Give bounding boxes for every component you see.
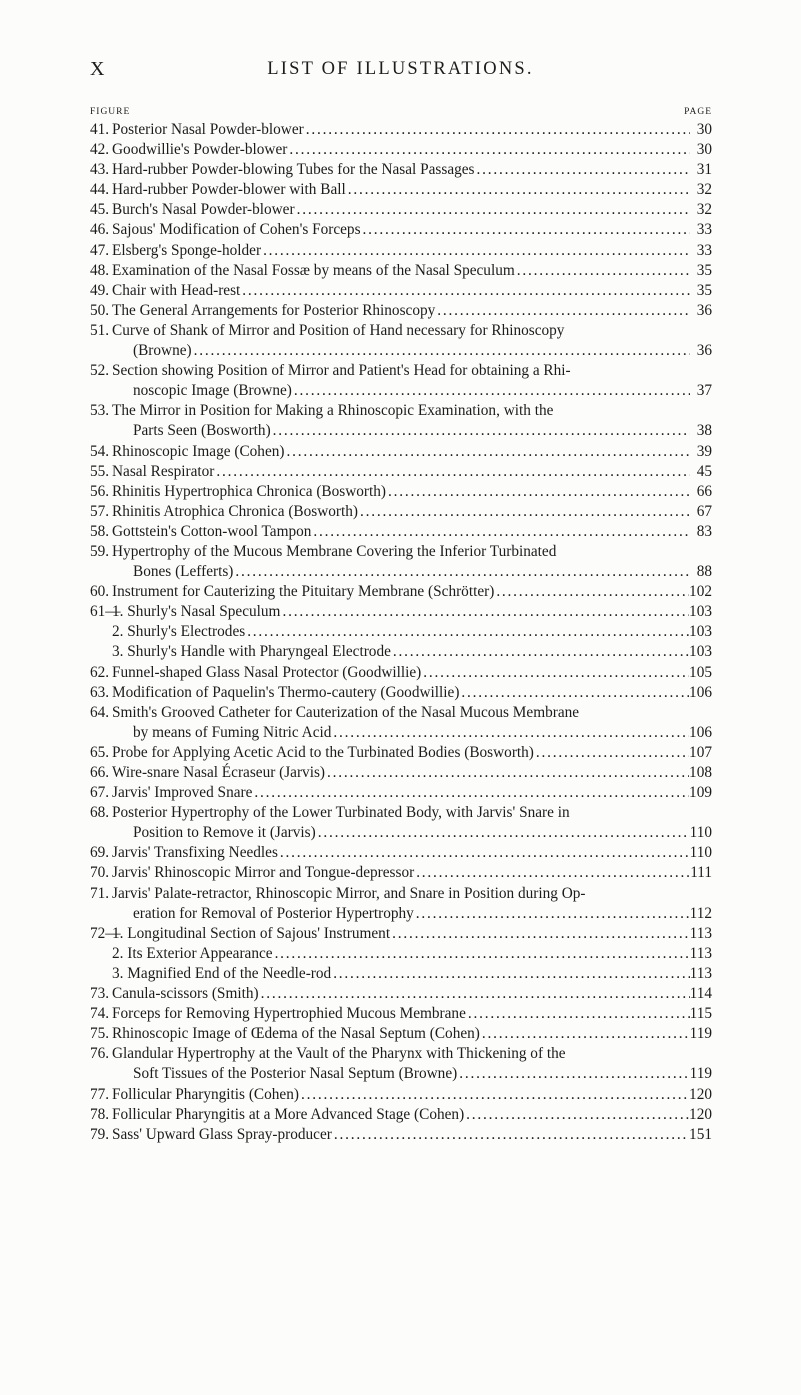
figure-caption: Hypertrophy of the Mucous Membrane Covering the Inferior Turbinated [112, 542, 557, 560]
leader-dots [280, 602, 689, 622]
entry-text-line [133, 1064, 712, 1084]
figure-caption: Hard-rubber Powder-blowing Tubes for the Nasal Passages [112, 161, 475, 179]
figure-caption: noscopic Image (Browne) [133, 382, 292, 400]
entry-text-line [112, 924, 712, 944]
leader-dots [331, 964, 689, 984]
entry-text-line [112, 140, 712, 160]
page-ref: 109 [689, 784, 712, 802]
entry-text-line [133, 421, 712, 441]
leader-dots [390, 924, 690, 944]
leader-dots [304, 120, 690, 140]
figure-number: 49. [90, 281, 110, 299]
figure-column-heading: FIGURE [90, 107, 131, 117]
figure-caption: Position to Remove it (Jarvis) [133, 824, 316, 842]
figure-caption: Posterior Hypertrophy of the Lower Turbinated Body, with Jarvis' Snare in [112, 804, 570, 822]
list-item [90, 884, 712, 904]
leader-dots [515, 261, 690, 281]
entry-text-line [112, 1125, 712, 1145]
entry-text-line [112, 843, 712, 863]
page-header [0, 58, 801, 84]
list-item [90, 482, 712, 502]
page-ref: 105 [689, 663, 712, 681]
entry-text-line [112, 442, 712, 462]
page-ref: 103 [689, 623, 712, 641]
page-ref: 66 [696, 482, 712, 500]
figure-number: 43. [90, 161, 110, 179]
entry-text-line [133, 381, 712, 401]
figure-caption: Probe for Applying Acetic Acid to the Turbinated Bodies (Bosworth) [112, 743, 534, 761]
list-item [90, 803, 712, 823]
leader-dots [271, 421, 690, 441]
entry-text-line [112, 281, 712, 301]
figure-number: 62. [90, 663, 110, 681]
list-item [90, 723, 712, 743]
figure-number: 45. [90, 201, 110, 219]
illustration-list [90, 120, 712, 1145]
figure-caption: Rhinoscopic Image of Œdema of the Nasal Septum (Cohen) [112, 1025, 480, 1043]
list-item [90, 1004, 712, 1024]
entry-text-line [112, 1024, 712, 1044]
page-ref: 120 [689, 1105, 712, 1123]
list-item [90, 160, 712, 180]
leader-dots [391, 642, 689, 662]
figure-number: 47. [90, 241, 110, 259]
figure-number: 79. [90, 1125, 110, 1143]
list-item [90, 904, 712, 924]
list-item [90, 381, 712, 401]
page-ref: 30 [696, 121, 712, 138]
entry-text-line [112, 261, 712, 281]
figure-caption: Wire-snare Nasal Écraseur (Jarvis) [112, 764, 326, 781]
page-ref: 110 [689, 844, 712, 862]
list-item [90, 763, 712, 783]
figure-caption: Posterior Nasal Powder-blower [112, 121, 304, 138]
figure-caption: Jarvis' Rhinoscopic Mirror and Tongue-depressor [112, 864, 415, 882]
page-ref: 38 [696, 422, 712, 440]
figure-number: 72— [90, 924, 121, 942]
entry-text-line [112, 120, 712, 140]
figure-caption: 1. Longitudinal Section of Sajous' Instrument [112, 924, 391, 942]
entry-text-line [112, 160, 712, 180]
list-item [90, 421, 712, 441]
page-ref: 33 [696, 221, 712, 239]
entry-text-line [112, 703, 712, 723]
list-item [90, 542, 712, 562]
figure-number: 73. [90, 985, 110, 1003]
leader-dots [480, 1024, 690, 1044]
page-ref: 115 [689, 1005, 712, 1023]
leader-dots [459, 683, 689, 703]
leader-dots [414, 863, 690, 883]
figure-caption: Parts Seen (Bosworth) [133, 422, 271, 440]
list-item [90, 944, 712, 964]
entry-text-line [112, 984, 712, 1004]
list-item [90, 683, 712, 703]
leader-dots [287, 140, 690, 160]
page-ref: 113 [689, 944, 712, 962]
figure-caption: Elsberg's Sponge-holder [112, 241, 262, 259]
entry-text-line [112, 321, 712, 341]
list-item [90, 442, 712, 462]
figure-number: 54. [90, 442, 110, 460]
page-ref: 37 [696, 382, 712, 400]
page-ref: 107 [689, 743, 712, 761]
figure-number: 76. [90, 1045, 110, 1063]
entry-text-line [133, 562, 712, 582]
figure-number: 77. [90, 1085, 110, 1103]
list-item [90, 301, 712, 321]
page-ref: 45 [696, 462, 712, 480]
figure-caption: Follicular Pharyngitis at a More Advanced Stage (Cohen) [112, 1105, 465, 1123]
list-item [90, 703, 712, 723]
figure-caption: (Browne) [133, 342, 192, 360]
figure-number: 75. [90, 1025, 110, 1043]
entry-text-line [112, 1004, 712, 1024]
page-ref: 67 [696, 502, 712, 520]
page-ref: 36 [696, 301, 712, 319]
figure-number: 55. [90, 462, 110, 480]
entry-text-line [112, 944, 712, 964]
page-ref: 151 [689, 1125, 712, 1143]
page-ref: 108 [689, 764, 712, 781]
page-ref: 39 [696, 442, 712, 460]
entry-text-line [112, 743, 712, 763]
leader-dots [299, 1085, 689, 1105]
list-item [90, 502, 712, 522]
figure-number: 59. [90, 542, 110, 560]
leader-dots [457, 1064, 689, 1084]
leader-dots [346, 180, 690, 200]
figure-caption: Follicular Pharyngitis (Cohen) [112, 1085, 299, 1103]
figure-caption: by means of Fuming Nitric Acid [133, 723, 332, 741]
figure-caption: eration for Removal of Posterior Hypertrophy [133, 904, 414, 922]
entry-text-line [133, 904, 712, 924]
figure-number: 70. [90, 864, 110, 882]
entry-text-line [112, 863, 712, 883]
leader-dots [332, 1125, 689, 1145]
leader-dots [435, 301, 690, 321]
figure-caption: 3. Shurly's Handle with Pharyngeal Electrode [112, 643, 391, 661]
list-item [90, 200, 712, 220]
figure-number: 78. [90, 1105, 110, 1123]
figure-number: 67. [90, 784, 110, 802]
list-item [90, 924, 712, 944]
list-item [90, 663, 712, 683]
leader-dots [284, 442, 690, 462]
leader-dots [361, 220, 690, 240]
leader-dots [466, 1004, 690, 1024]
list-item [90, 140, 712, 160]
figure-number: 48. [90, 261, 110, 279]
figure-number: 58. [90, 522, 110, 540]
page-ref: 103 [689, 643, 712, 661]
figure-number: 65. [90, 743, 110, 761]
entry-text-line [112, 582, 712, 602]
page-ref: 30 [696, 141, 712, 159]
figure-number: 71. [90, 884, 110, 902]
leader-dots [240, 281, 690, 301]
leader-dots [316, 823, 690, 843]
list-item [90, 241, 712, 261]
entry-text-line [133, 341, 712, 361]
entry-text-line [133, 823, 712, 843]
figure-number: 56. [90, 482, 110, 500]
figure-caption: Hard-rubber Powder-blower with Ball [112, 181, 346, 199]
figure-number: 60. [90, 583, 110, 601]
figure-caption: 1. Shurly's Nasal Speculum [112, 603, 281, 621]
figure-number: 69. [90, 844, 110, 862]
page-ref: 36 [696, 342, 712, 360]
figure-number: 61— [90, 603, 121, 621]
leader-dots [245, 622, 689, 642]
entry-text-line [112, 502, 712, 522]
entry-text-line [112, 482, 712, 502]
leader-dots [278, 843, 690, 863]
figure-caption: 2. Shurly's Electrodes [112, 623, 246, 641]
page-ref: 32 [696, 181, 712, 199]
leader-dots [414, 904, 690, 924]
leader-dots [214, 462, 690, 482]
entry-text-line [112, 1085, 712, 1105]
list-item [90, 341, 712, 361]
page-ref: 88 [696, 563, 712, 581]
list-item [90, 1085, 712, 1105]
figure-caption: Burch's Nasal Powder-blower [112, 201, 295, 219]
figure-caption: Soft Tissues of the Posterior Nasal Septum (Browne) [133, 1065, 458, 1083]
page-ref: 113 [689, 964, 712, 982]
figure-caption: Gottstein's Cotton-wool Tampon [112, 522, 312, 540]
page-ref: 102 [689, 583, 712, 601]
page-ref: 103 [689, 603, 712, 621]
leader-dots [464, 1105, 689, 1125]
leader-dots [421, 663, 689, 683]
figure-number: 46. [90, 221, 110, 239]
figure-caption: Nasal Respirator [112, 462, 215, 480]
list-item [90, 823, 712, 843]
column-headings [90, 107, 712, 121]
leader-dots [311, 522, 690, 542]
list-item [90, 984, 712, 1004]
figure-caption: Instrument for Cauterizing the Pituitary Membrane (Schrötter) [112, 583, 495, 601]
leader-dots [273, 944, 690, 964]
entry-text-line [112, 683, 712, 703]
page-ref: 113 [689, 924, 712, 942]
leader-dots [494, 582, 689, 602]
figure-caption: The Mirror in Position for Making a Rhinoscopic Examination, with the [112, 402, 554, 420]
entry-text-line [112, 1105, 712, 1125]
leader-dots [259, 984, 690, 1004]
figure-caption: Jarvis' Transfixing Needles [112, 844, 278, 862]
page-title: LIST OF ILLUSTRATIONS. [267, 59, 534, 79]
figure-number: 53. [90, 402, 110, 420]
page-ref: 33 [696, 241, 712, 259]
list-item [90, 462, 712, 482]
figure-caption: Sajous' Modification of Cohen's Forceps [112, 221, 361, 239]
figure-caption: Canula-scissors (Smith) [112, 985, 259, 1003]
page-ref: 111 [690, 864, 712, 882]
list-item [90, 602, 712, 622]
leader-dots [252, 783, 689, 803]
page-ref: 31 [696, 161, 712, 179]
figure-caption: Goodwillie's Powder-blower [112, 141, 288, 159]
figure-caption: 2. Its Exterior Appearance [112, 944, 273, 962]
entry-text-line [112, 200, 712, 220]
leader-dots [325, 763, 689, 783]
list-item [90, 1064, 712, 1084]
entry-text-line [112, 622, 712, 642]
list-item [90, 863, 712, 883]
page-ref: 112 [689, 904, 712, 922]
page-ref: 114 [689, 985, 712, 1003]
leader-dots [386, 482, 690, 502]
leader-dots [358, 502, 690, 522]
entry-text-line [112, 180, 712, 200]
list-item [90, 1024, 712, 1044]
figure-number: 42. [90, 141, 110, 159]
page-ref: 83 [696, 522, 712, 540]
figure-caption: Examination of the Nasal Fossæ by means of the Nasal Speculum [112, 261, 515, 279]
leader-dots [192, 341, 690, 361]
figure-caption: The General Arrangements for Posterior Rhinoscopy [112, 301, 436, 319]
entry-text-line [112, 361, 712, 381]
figure-number: 66. [90, 764, 110, 781]
list-item [90, 120, 712, 140]
figure-number: 68. [90, 804, 110, 822]
entry-text-line [112, 602, 712, 622]
page-column-heading: PAGE [684, 107, 712, 117]
entry-text-line [112, 964, 712, 984]
entry-text-line [112, 462, 712, 482]
figure-caption: 3. Magnified End of the Needle-rod [112, 964, 332, 982]
figure-caption: Jarvis' Improved Snare [112, 784, 253, 802]
figure-caption: Curve of Shank of Mirror and Position of Hand necessary for Rhinoscopy [112, 321, 565, 339]
entry-text-line [112, 803, 712, 823]
figure-caption: Jarvis' Palate-retractor, Rhinoscopic Mirror, and Snare in Position during Op- [112, 884, 586, 902]
figure-caption: Rhinitis Hypertrophica Chronica (Bosworth) [112, 482, 387, 500]
list-item [90, 1125, 712, 1145]
leader-dots [292, 381, 690, 401]
figure-caption: Smith's Grooved Catheter for Cauterization of the Nasal Mucous Membrane [112, 703, 580, 721]
page-ref: 106 [689, 683, 712, 701]
figure-caption: Sass' Upward Glass Spray-producer [112, 1125, 332, 1143]
figure-caption: Bones (Lefferts) [133, 563, 234, 581]
entry-text-line [112, 542, 712, 562]
figure-number: 44. [90, 181, 110, 199]
figure-caption: Rhinoscopic Image (Cohen) [112, 442, 285, 460]
figure-number: 50. [90, 301, 110, 319]
page-ref: 32 [696, 201, 712, 219]
figure-number: 51. [90, 321, 110, 339]
list-item [90, 582, 712, 602]
leader-dots [534, 743, 689, 763]
list-item [90, 361, 712, 381]
figure-number: 57. [90, 502, 110, 520]
entry-text-line [112, 401, 712, 421]
page-ref: 119 [689, 1025, 712, 1043]
page-ref: 119 [689, 1065, 712, 1083]
leader-dots [233, 562, 690, 582]
figure-number: 74. [90, 1005, 110, 1023]
leader-dots [331, 723, 689, 743]
list-item [90, 261, 712, 281]
list-item [90, 220, 712, 240]
list-item [90, 180, 712, 200]
entry-text-line [112, 642, 712, 662]
entry-text-line [112, 663, 712, 683]
figure-number: 41. [90, 121, 110, 138]
figure-caption: Chair with Head-rest [112, 281, 241, 299]
list-item [90, 1044, 712, 1064]
figure-caption: Modification of Paquelin's Thermo-cautery (Goodwillie) [112, 683, 460, 701]
page-ref: 35 [696, 261, 712, 279]
entry-text-line [112, 522, 712, 542]
list-item [90, 743, 712, 763]
entry-text-line [112, 763, 712, 783]
list-item [90, 964, 712, 984]
list-item [90, 843, 712, 863]
figure-caption: Rhinitis Atrophica Chronica (Bosworth) [112, 502, 358, 520]
figure-number: 64. [90, 703, 110, 721]
figure-number: 63. [90, 683, 110, 701]
list-item [90, 281, 712, 301]
figure-caption: Section showing Position of Mirror and Patient's Head for obtaining a Rhi- [112, 362, 571, 380]
entry-text-line [112, 220, 712, 240]
figure-caption: Forceps for Removing Hypertrophied Mucous Membrane [112, 1005, 466, 1023]
leader-dots [261, 241, 690, 261]
list-item [90, 622, 712, 642]
entry-text-line [133, 723, 712, 743]
page-ref: 106 [689, 723, 712, 741]
list-item [90, 522, 712, 542]
list-item [90, 321, 712, 341]
page-ref: 120 [689, 1085, 712, 1103]
page-number: X [90, 58, 105, 80]
figure-caption: Funnel-shaped Glass Nasal Protector (Goodwillie) [112, 663, 422, 681]
figure-number: 52. [90, 362, 110, 380]
leader-dots [475, 160, 690, 180]
figure-caption: Glandular Hypertrophy at the Vault of the Pharynx with Thickening of the [112, 1045, 566, 1063]
entry-text-line [112, 301, 712, 321]
list-item [90, 562, 712, 582]
page-ref: 110 [689, 824, 712, 842]
entry-text-line [112, 241, 712, 261]
list-item [90, 401, 712, 421]
entry-text-line [112, 884, 712, 904]
list-item [90, 783, 712, 803]
leader-dots [295, 200, 690, 220]
entry-text-line [112, 783, 712, 803]
list-item [90, 1105, 712, 1125]
page-ref: 35 [696, 281, 712, 299]
list-item [90, 642, 712, 662]
entry-text-line [112, 1044, 712, 1064]
